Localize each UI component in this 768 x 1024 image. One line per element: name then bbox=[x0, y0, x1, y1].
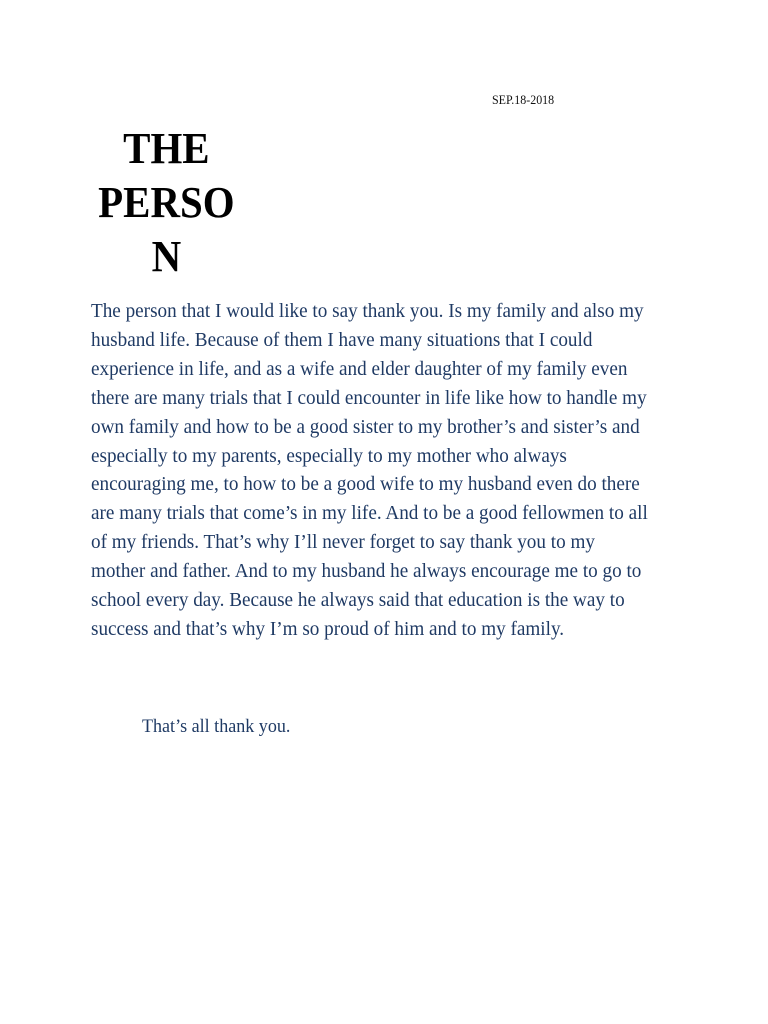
title-line-3: N bbox=[151, 232, 182, 281]
title-line-1: THE bbox=[123, 124, 210, 173]
document-date: SEP.18-2018 bbox=[492, 92, 555, 107]
document-title bbox=[92, 122, 241, 284]
title-line-2: PERSO bbox=[98, 178, 235, 227]
body-paragraph: The person that I would like to say thank you. Is my family and also my husband life. Because of them I have many situations that I could experience in life, and as a wife and elder daughter of my family even there are many trials that I could encounter in life like how to handle my own family and how to be a good sister to my brother’s and sister’s and especially to my parents, especially to my mother who always encouraging me, to how to be a good wife to my husband even do there are many trials that come’s in my life. And to be a good fellowmen to all of my friends. That’s why I’ll never forget to say thank you to my mother and father. And to my husband he always encourage me to go to school every day. Because he always said that education is the way to success and that’s why I’m so proud of him and to my family. bbox=[91, 300, 648, 640]
closing-line: That’s all thank you. bbox=[142, 716, 291, 737]
